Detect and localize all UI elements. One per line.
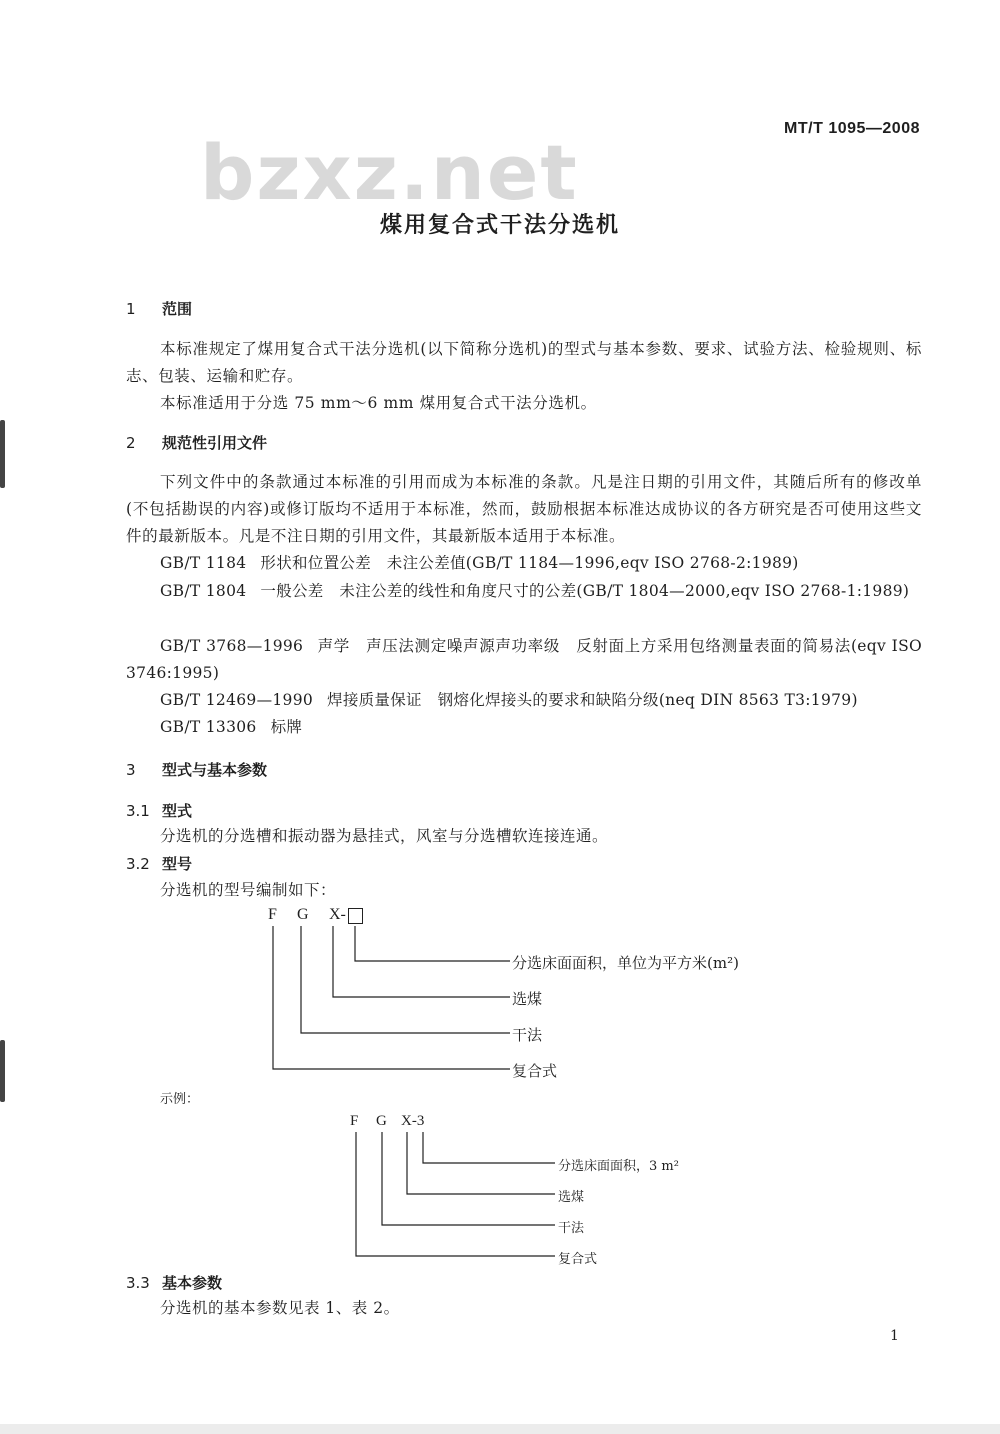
blank-box-icon xyxy=(348,908,363,924)
reference-text: 标牌 xyxy=(270,718,303,736)
reference-code: GB/T 12469—1990 xyxy=(160,691,314,709)
section-title: 规范性引用文件 xyxy=(162,434,268,452)
section-title: 型式与基本参数 xyxy=(162,761,268,779)
watermark: bzxz.net xyxy=(200,128,579,217)
reference-code: GB/T 1804 xyxy=(160,582,247,600)
section-3-2-paragraph: 分选机的型号编制如下： xyxy=(160,881,337,899)
diagram-label-area: 分选床面面积，单位为平方米(m²) xyxy=(512,954,739,972)
section-3-2-heading xyxy=(126,853,192,874)
reference-item xyxy=(126,714,922,741)
reference-text: 焊接质量保证 钢熔化焊接头的要求和缺陷分级(neq DIN 8563 T3:1979) xyxy=(327,691,858,709)
section-3-1-paragraph: 分选机的分选槽和振动器为悬挂式，风室与分选槽软连接连通。 xyxy=(160,827,609,845)
standard-code: MT/T 1095—2008 xyxy=(784,120,920,137)
section-3-3-paragraph: 分选机的基本参数见表 1、表 2。 xyxy=(160,1299,400,1317)
section-title: 型号 xyxy=(162,855,193,873)
example-letter-g: G xyxy=(376,1113,387,1129)
example-label-dry: 干法 xyxy=(558,1221,585,1236)
section-number: 3.1 xyxy=(126,802,150,820)
reference-item xyxy=(126,578,922,605)
model-letter-x: X- xyxy=(329,906,346,923)
diagram-label-composite: 复合式 xyxy=(512,1062,558,1080)
document-title: 煤用复合式干法分选机 xyxy=(379,213,620,238)
example-label-coal: 选煤 xyxy=(558,1190,585,1205)
diagram-label-coal: 选煤 xyxy=(512,990,543,1008)
section-title: 型式 xyxy=(162,802,193,820)
section-title: 范围 xyxy=(162,300,193,318)
section-1-heading xyxy=(126,298,192,319)
section-number: 3 xyxy=(126,761,136,779)
section-1-paragraph-1: 本标准规定了煤用复合式干法分选机(以下简称分选机)的型式与基本参数、要求、试验方法、检验规则、标志、包装、运输和贮存。 xyxy=(126,340,922,385)
section-number: 3.2 xyxy=(126,855,150,873)
reference-code: GB/T 3768—1996 xyxy=(160,637,304,655)
reference-code: GB/T 1184 xyxy=(160,554,247,572)
example-label: 示例： xyxy=(160,1092,200,1107)
section-2-paragraph-1: 下列文件中的条款通过本标准的引用而成为本标准的条款。凡是注日期的引用文件，其随后所有的修改单(不包括勘误的内容)或修订版均不适用于本标准，然而，鼓励根据本标准达成协议的各方研究是否可使用这些文件的最新版本。凡是不注日期的引用文件，其最新版本适用于本标准。 xyxy=(126,473,922,545)
reference-item xyxy=(126,633,922,687)
section-2-heading xyxy=(126,432,267,453)
example-label-area: 分选床面面积，3 m² xyxy=(558,1159,679,1174)
section-number: 1 xyxy=(126,300,136,318)
section-number: 3.3 xyxy=(126,1274,150,1292)
scan-edge xyxy=(0,1424,1000,1434)
reference-item xyxy=(126,687,922,714)
section-title: 基本参数 xyxy=(162,1274,223,1292)
binding-mark-top xyxy=(0,420,5,488)
section-number: 2 xyxy=(126,434,136,452)
page-number: 1 xyxy=(890,1328,899,1344)
binding-mark-bottom xyxy=(0,1040,5,1102)
reference-text: 声学 声压法测定噪声源声功率级 反射面上方采用包络测量表面的简易法(eqv ISO 3746:1995) xyxy=(126,637,922,682)
section-3-1-heading xyxy=(126,800,192,821)
diagram-label-dry: 干法 xyxy=(512,1026,543,1044)
example-letter-f: F xyxy=(350,1113,359,1129)
section-3-3-heading xyxy=(126,1272,222,1293)
section-1-paragraph-2: 本标准适用于分选 75 mm～6 mm 煤用复合式干法分选机。 xyxy=(160,394,597,412)
reference-text: 形状和位置公差 未注公差值(GB/T 1184—1996,eqv ISO 2768-2:1989) xyxy=(260,554,799,572)
section-3-heading xyxy=(126,759,267,780)
example-letter-x3: X-3 xyxy=(401,1113,425,1129)
model-letter-g: G xyxy=(297,906,309,923)
example-label-composite: 复合式 xyxy=(558,1252,598,1267)
reference-item xyxy=(126,550,922,577)
reference-code: GB/T 13306 xyxy=(160,718,257,736)
model-letter-f: F xyxy=(268,906,277,923)
reference-text: 一般公差 未注公差的线性和角度尺寸的公差(GB/T 1804—2000,eqv ISO 2768-1:1989) xyxy=(260,582,910,600)
